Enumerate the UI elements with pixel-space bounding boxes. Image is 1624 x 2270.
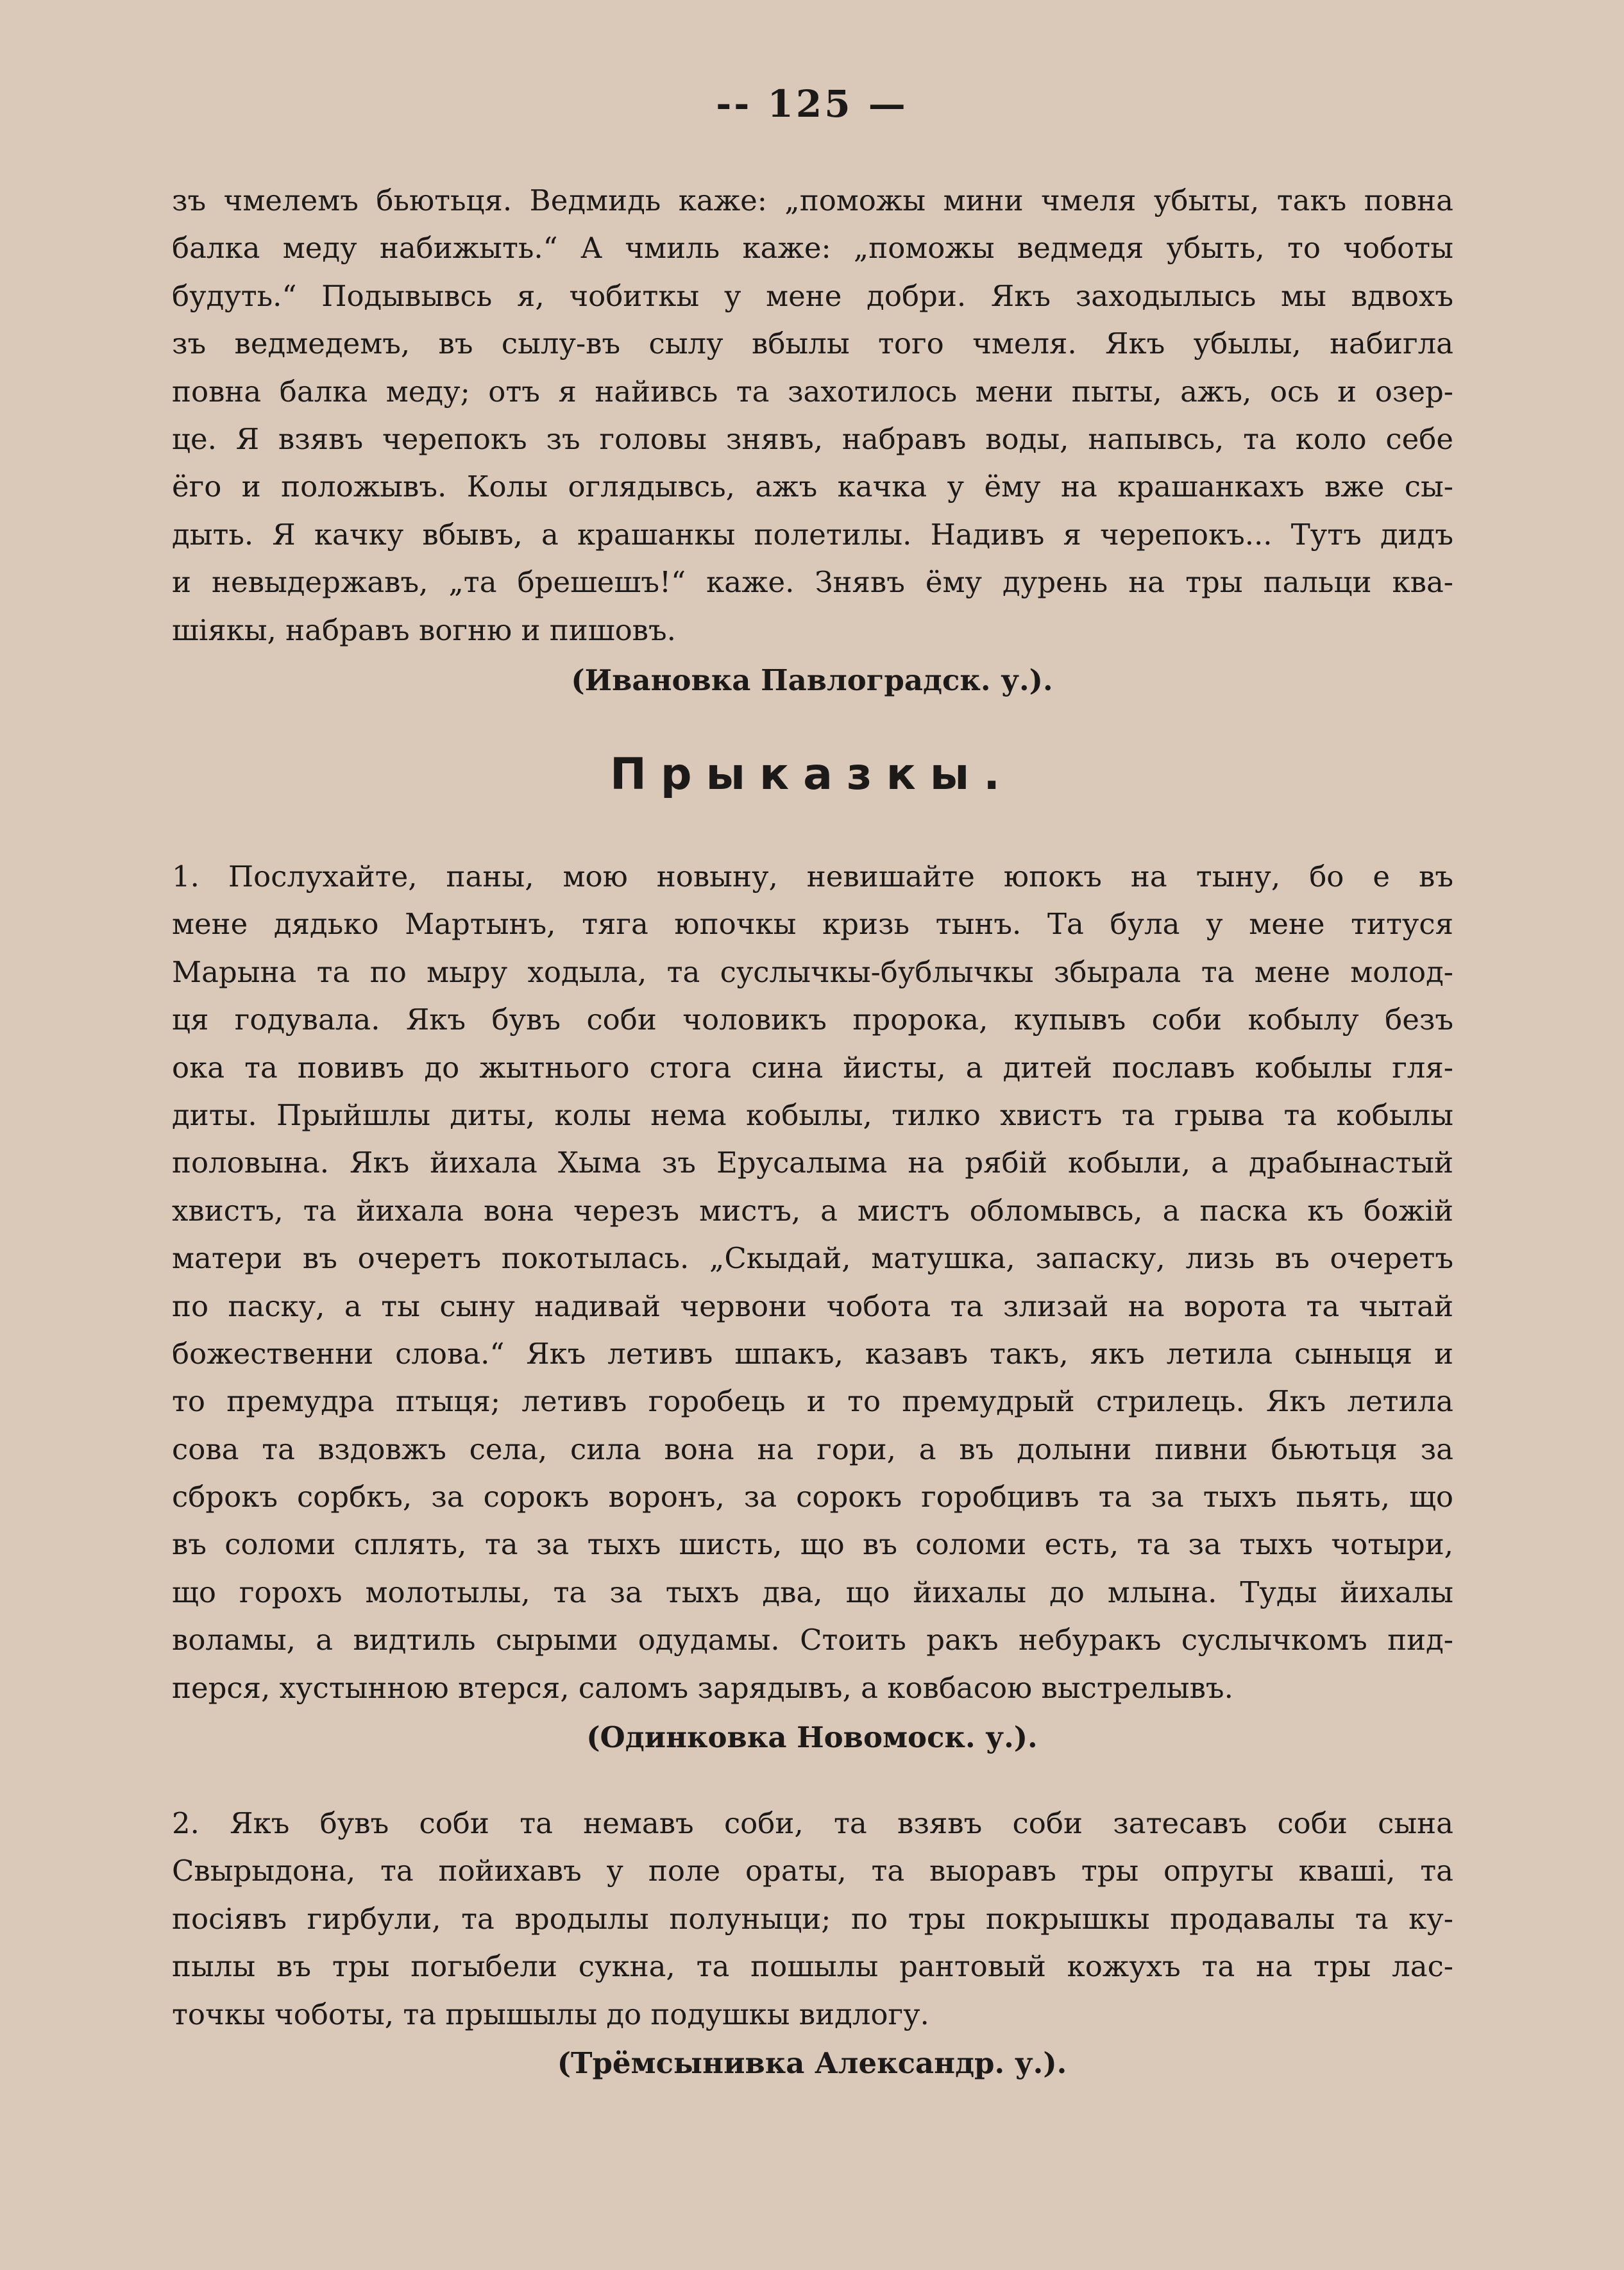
story-1-line: въ соломи сплять, та за тыхъ шисть, що въ соломи есть, та за тыхъ чотыри, bbox=[172, 1527, 1453, 1562]
story-1-line: мене дядько Мартынъ, тяга юпочкы кризь тынъ. Та була у мене титуся bbox=[172, 907, 1453, 942]
story-1-line: ця годувала. Якъ бувъ соби чоловикъ пророка, купывъ соби кобылу безъ bbox=[172, 1003, 1453, 1037]
top-story-line: шiякы, набравъ вогню и пишовъ. bbox=[172, 613, 676, 647]
top-story-line: балка меду набижыть.“ А чмиль каже: „поможы ведмедя убыть, то чоботы bbox=[172, 231, 1453, 266]
top-story-paragraph bbox=[172, 177, 1453, 654]
top-story-line: повна балка меду; отъ я найивсь та захотилось мени пыты, ажъ, ось и озер- bbox=[172, 374, 1453, 409]
top-story-line: це. Я взявъ черепокъ зъ головы знявъ, набравъ воды, напывсь, та коло себе bbox=[172, 421, 1453, 456]
top-story-line: будуть.“ Подывывсь я, чобиткы у мене добри. Якъ заходылысь мы вдвохъ bbox=[172, 278, 1453, 313]
story-1-line: по паску, а ты сыну надивай червони чобота та злизай на ворота та чытай bbox=[172, 1289, 1453, 1323]
top-story-line: зъ ведмедемъ, въ сылу-въ сылу вбылы того чмеля. Якъ убылы, набигла bbox=[172, 326, 1453, 361]
story-2-line: Свырыдона, та пойихавъ у поле ораты, та выоравъ тры опругы квашi, та bbox=[172, 1854, 1453, 1888]
story-1-line: 1. Послухайте, паны, мою новыну, невишайте юпокъ на тыну, бо е въ bbox=[172, 860, 1453, 894]
story-2-line: точкы чоботы, та прышылы до подушкы видлогу. bbox=[172, 1997, 929, 2031]
story-1-source: (Одинковка Новомоск. у.). bbox=[586, 1720, 1038, 1754]
top-story-line: и невыдержавъ, „та брешешъ!“ каже. Знявъ ёму дурень на тры пальци ква- bbox=[172, 565, 1453, 600]
page-number: -- 125 — bbox=[716, 82, 908, 126]
story-1-line: Марына та по мыру ходыла, та суслычкы-бублычкы збырала та мене молод- bbox=[172, 954, 1453, 989]
story-1-line: ока та повивъ до жытнього стога сина йисты, а дитей пославъ кобылы гля- bbox=[172, 1050, 1453, 1085]
story-1-line: то премудра птыця; летивъ горобець и то премудрый стрилець. Якъ летила bbox=[172, 1384, 1453, 1419]
story-1-line: сова та вздовжъ села, сила вона на гори, а въ долыни пивни бьютьця за bbox=[172, 1432, 1453, 1466]
story-1-line: що горохъ молотылы, та за тыхъ два, що йихалы до млына. Туды йихалы bbox=[172, 1575, 1453, 1609]
top-story-line: ёго и положывъ. Колы оглядывсь, ажъ качка у ёму на крашанкахъ вже сы- bbox=[172, 470, 1453, 504]
story-1-line: хвистъ, та йихала вона черезъ мистъ, а мистъ обломывсь, а паска къ божiй bbox=[172, 1193, 1453, 1228]
story-1-line: матери въ очеретъ покотылась. „Скыдай, матушка, запаску, лизь въ очеретъ bbox=[172, 1241, 1453, 1276]
story-1-line: воламы, а видтиль сырыми одудамы. Стоить ракъ небуракъ суслычкомъ пид- bbox=[172, 1623, 1453, 1657]
story-2-line: 2. Якъ бувъ соби та немавъ соби, та взявъ соби затесавъ соби сына bbox=[172, 1806, 1453, 1840]
top-story-source: (Ивановка Павлоградск. у.). bbox=[571, 663, 1053, 697]
story-2-paragraph bbox=[172, 1800, 1453, 2038]
section-heading: Прыказкы. bbox=[609, 749, 1015, 800]
story-1-line: сброкъ сорбкъ, за сорокъ воронъ, за сорокъ горобцивъ та за тыхъ пьять, що bbox=[172, 1480, 1453, 1514]
story-1-line: перся, хустынною втерся, саломъ зарядывъ, а ковбасою выстрелывъ. bbox=[172, 1670, 1233, 1705]
story-2-line: посiявъ гирбули, та вродылы полуныци; по тры покрышкы продавалы та ку- bbox=[172, 1901, 1453, 1936]
story-1-line: половына. Якъ йихала Хыма зъ Ерусалыма на рябiй кобыли, а драбынастый bbox=[172, 1146, 1453, 1180]
story-1-line: диты. Прыйшлы диты, колы нема кобылы, тилко хвистъ та грыва та кобылы bbox=[172, 1097, 1453, 1132]
top-story-line: дыть. Я качку вбывъ, а крашанкы полетилы. Надивъ я черепокъ... Тутъ дидъ bbox=[172, 517, 1453, 552]
top-story-line: зъ чмелемъ бьютьця. Ведмидь каже: „поможы мини чмеля убыты, такъ повна bbox=[172, 183, 1453, 217]
story-1-line: божественни слова.“ Якъ летивъ шпакъ, казавъ такъ, якъ летила сыныця и bbox=[172, 1336, 1453, 1371]
story-2-source: (Трёмсынивка Александр. у.). bbox=[557, 2046, 1067, 2080]
story-2-line: пылы въ тры погыбели сукна, та пошылы рантовый кожухъ та на тры лас- bbox=[172, 1949, 1453, 1984]
story-1-paragraph bbox=[172, 853, 1453, 1712]
